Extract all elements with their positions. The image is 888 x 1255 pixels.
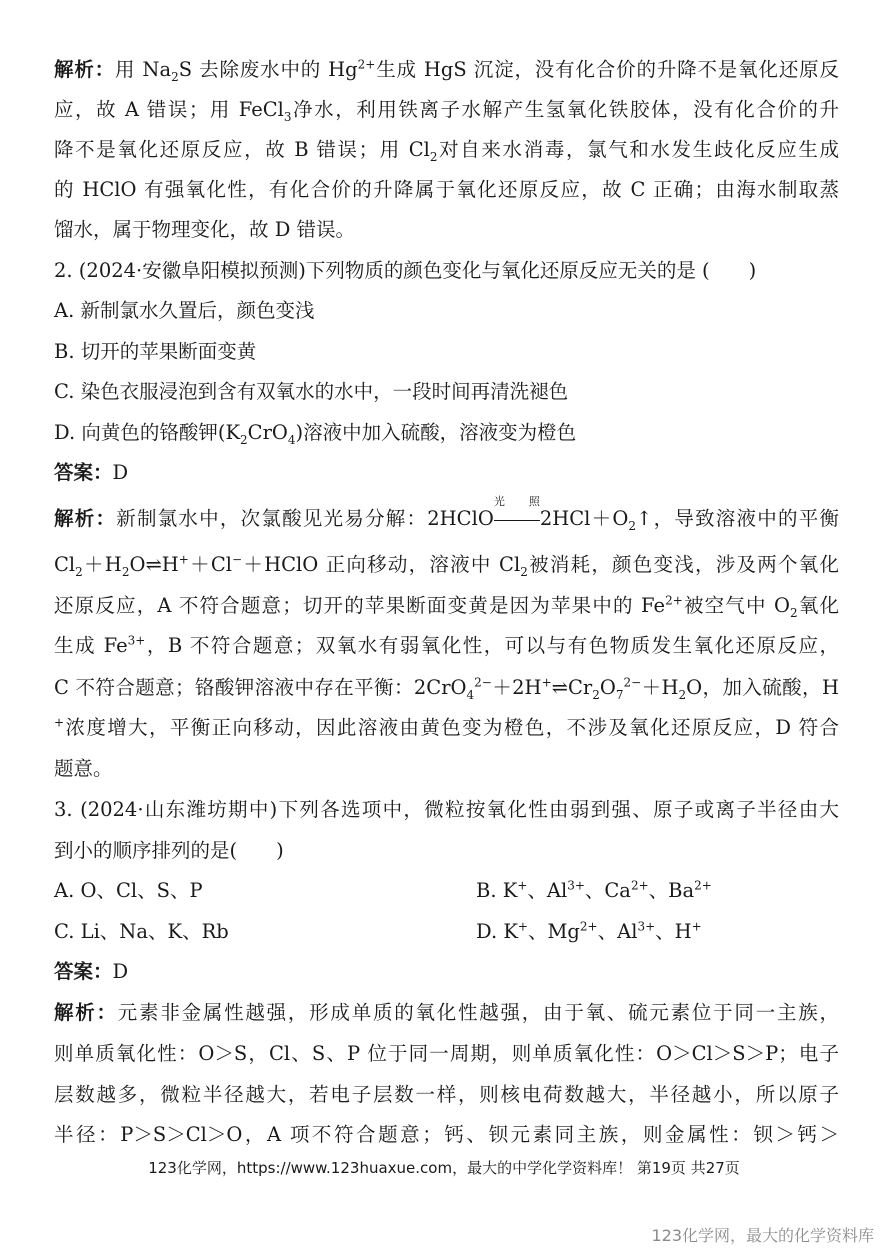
text: 、Al: [597, 920, 638, 943]
subscript: 2: [790, 605, 798, 620]
analysis3-line3: 层数越多，微粒半径越大，若电子层数一样，则核电荷数越大，半径越小，所以原子: [54, 1083, 839, 1106]
text: ＋H: [641, 676, 679, 699]
subscript: 2: [678, 687, 687, 702]
superscript: 2+: [579, 919, 598, 934]
superscript: 2−: [474, 675, 492, 690]
text: ＋H: [82, 553, 122, 576]
question3-stem-line2: 到小的顺序排列的是( ): [54, 839, 284, 862]
subscript: 2: [429, 149, 438, 164]
question3-option-b: [476, 877, 712, 905]
text: O⇌H: [129, 553, 179, 576]
analysis1-line1: [54, 56, 839, 84]
text: ＋Cl: [188, 553, 233, 576]
subscript: 2: [75, 564, 83, 579]
text: O，加入硫酸，H: [686, 676, 839, 699]
text: 被消耗，颜色变浅，涉及两个氧化: [527, 553, 839, 576]
superscript: 3+: [567, 878, 585, 893]
superscript: 3+: [127, 633, 146, 648]
analysis3-line4: 半径：P＞S＞Cl＞O，A 项不符合题意；钙、钡元素同主族，则金属性：钡＞钙＞: [54, 1123, 839, 1146]
page-footer: 123化学网，https://www.123huaxue.com，最大的中学化学资料库！ 第19页 共27页: [148, 1159, 740, 1177]
subscript: 4: [466, 687, 475, 702]
text: 生成 Fe: [54, 634, 128, 657]
reaction-condition-arrow: [493, 495, 540, 533]
text: ＋HClO 正向移动，溶液中 Cl: [242, 553, 521, 576]
text: C 不符合题意；铬酸钾溶液中存在平衡：2CrO: [54, 676, 467, 699]
text: 、H: [655, 920, 692, 943]
subscript: 4: [287, 432, 296, 447]
answer-value: D: [112, 960, 129, 983]
text: S 去除废水中的 Hg: [178, 58, 358, 81]
analysis-label: 解析：: [54, 58, 116, 81]
text: ＋2H: [491, 676, 542, 699]
text: Cl: [54, 553, 76, 576]
text: 对自来水消毒，氯气和水发生歧化反应生成: [437, 138, 839, 161]
analysis1-line4: 的 HClO 有强氧化性，有化合价的升降属于氧化还原反应，故 C 正确；由海水制取蒸: [54, 178, 839, 201]
superscript: 2+: [694, 878, 712, 893]
text: 用 Na: [115, 58, 172, 81]
superscript: +: [54, 715, 65, 730]
question2-option-b: B. 切开的苹果断面变黄: [54, 340, 257, 363]
text: 、Ca: [584, 879, 631, 902]
superscript: 2−: [623, 675, 642, 690]
text: 元素非金属性越强，形成单质的氧化性越强，由于氧、硫元素位于同一主族，: [117, 1001, 839, 1024]
reaction-condition: 光照: [493, 495, 540, 508]
question3-stem-line1: 3. (2024·山东潍坊期中)下列各选项中，微粒按氧化性由弱到强、原子或离子半径由大: [54, 798, 839, 821]
superscript: +: [541, 675, 552, 690]
text: 新制氯水中，次氯酸见光易分解：2HClO: [116, 507, 494, 530]
subscript: 2: [171, 69, 179, 84]
analysis2-line4: [54, 632, 839, 660]
superscript: 2+: [357, 57, 376, 72]
analysis1-line5: 馏水，属于物理变化，故 D 错误。: [54, 218, 356, 241]
subscript: 7: [615, 687, 624, 702]
analysis1-line2: [54, 96, 839, 124]
question3-option-c: C. Li、Na、K、Rb: [54, 920, 229, 943]
text: )溶液中加入硫酸，溶液变为橙色: [295, 421, 577, 444]
superscript: −: [232, 552, 243, 567]
question3-option-d: [476, 918, 702, 946]
question2-option-d: [54, 419, 839, 447]
question3-option-a: A. O、Cl、S、P: [54, 879, 203, 902]
text: D. 向黄色的铬酸钾(K: [54, 421, 241, 444]
analysis1-line3: [54, 136, 839, 164]
watermark: 123化学网，最大的化学资料库: [651, 1226, 874, 1245]
subscript: 2: [121, 564, 130, 579]
subscript: 2: [520, 564, 528, 579]
text: ↑，导致溶液中的平衡: [636, 507, 839, 530]
analysis2-line7: 题意。: [54, 757, 113, 780]
analysis3-line2: 则单质氧化性：O＞S，Cl、S、P 位于同一周期，则单质氧化性：O＞Cl＞S＞P；电子: [54, 1042, 839, 1065]
superscript: +: [178, 552, 189, 567]
analysis2-line2: [54, 551, 839, 579]
answer-label: 答案：: [54, 461, 113, 484]
superscript: +: [691, 919, 702, 934]
text: B. K: [476, 879, 518, 902]
text: ，B 不符合题意；双氧水有弱氧化性，可以与有色物质发生氧化还原反应，: [145, 634, 840, 657]
superscript: 3+: [637, 919, 656, 934]
question2-option-a: A. 新制氯水久置后，颜色变浅: [54, 299, 315, 322]
analysis2-line1: [54, 495, 839, 533]
text: CrO: [247, 421, 288, 444]
subscript: 2: [240, 432, 248, 447]
subscript: 2: [628, 518, 637, 533]
superscript: 2+: [630, 878, 649, 893]
text: 生成 HgS 沉淀，没有化合价的升降不是氧化还原反: [375, 58, 839, 81]
text: 氧化: [797, 594, 839, 617]
text: 净水，利用铁离子水解产生氢氧化铁胶体，没有化合价的升: [291, 98, 839, 121]
analysis-label: 解析：: [54, 507, 117, 530]
question2-answer: [54, 459, 839, 487]
question3-options-row2: [54, 918, 839, 946]
text: 应，故 A 错误；用 FeCl: [54, 98, 284, 121]
text: 被空气中 O: [682, 594, 790, 617]
text: 降不是氧化还原反应，故 B 错误；用 Cl: [54, 138, 430, 161]
text: 、Mg: [527, 920, 580, 943]
superscript: +: [517, 878, 528, 893]
superscript: 2+: [665, 593, 683, 608]
subscript: 2: [592, 687, 600, 702]
question3-answer: [54, 958, 839, 986]
subscript: 3: [283, 109, 292, 124]
analysis-label: 解析：: [54, 1001, 118, 1024]
question3-options-row1: [54, 877, 839, 905]
text: 还原反应，A 不符合题意；切开的苹果断面变黄是因为苹果中的 Fe: [54, 594, 666, 617]
text: O: [599, 676, 616, 699]
answer-value: D: [112, 461, 129, 484]
question2-option-c: C. 染色衣服浸泡到含有双氧水的水中，一段时间再清洗褪色: [54, 380, 569, 403]
answer-label: 答案：: [54, 960, 113, 983]
text: ⇌Cr: [551, 676, 593, 699]
analysis3-line1: [54, 999, 839, 1027]
text: 浓度增大，平衡正向移动，因此溶液由黄色变为橙色，不涉及氧化还原反应，D 符合: [64, 716, 839, 739]
analysis2-line5: [54, 674, 839, 702]
superscript: +: [517, 919, 528, 934]
analysis2-line3: [54, 592, 839, 620]
text: 2HCl＋O: [539, 507, 629, 530]
text: 、Al: [527, 879, 568, 902]
text: D. K: [476, 920, 518, 943]
text: 、Ba: [648, 879, 695, 902]
analysis2-line6: [54, 714, 839, 742]
question2-stem: 2. (2024·安徽阜阳模拟预测)下列物质的颜色变化与氧化还原反应无关的是 ( ): [54, 259, 757, 282]
